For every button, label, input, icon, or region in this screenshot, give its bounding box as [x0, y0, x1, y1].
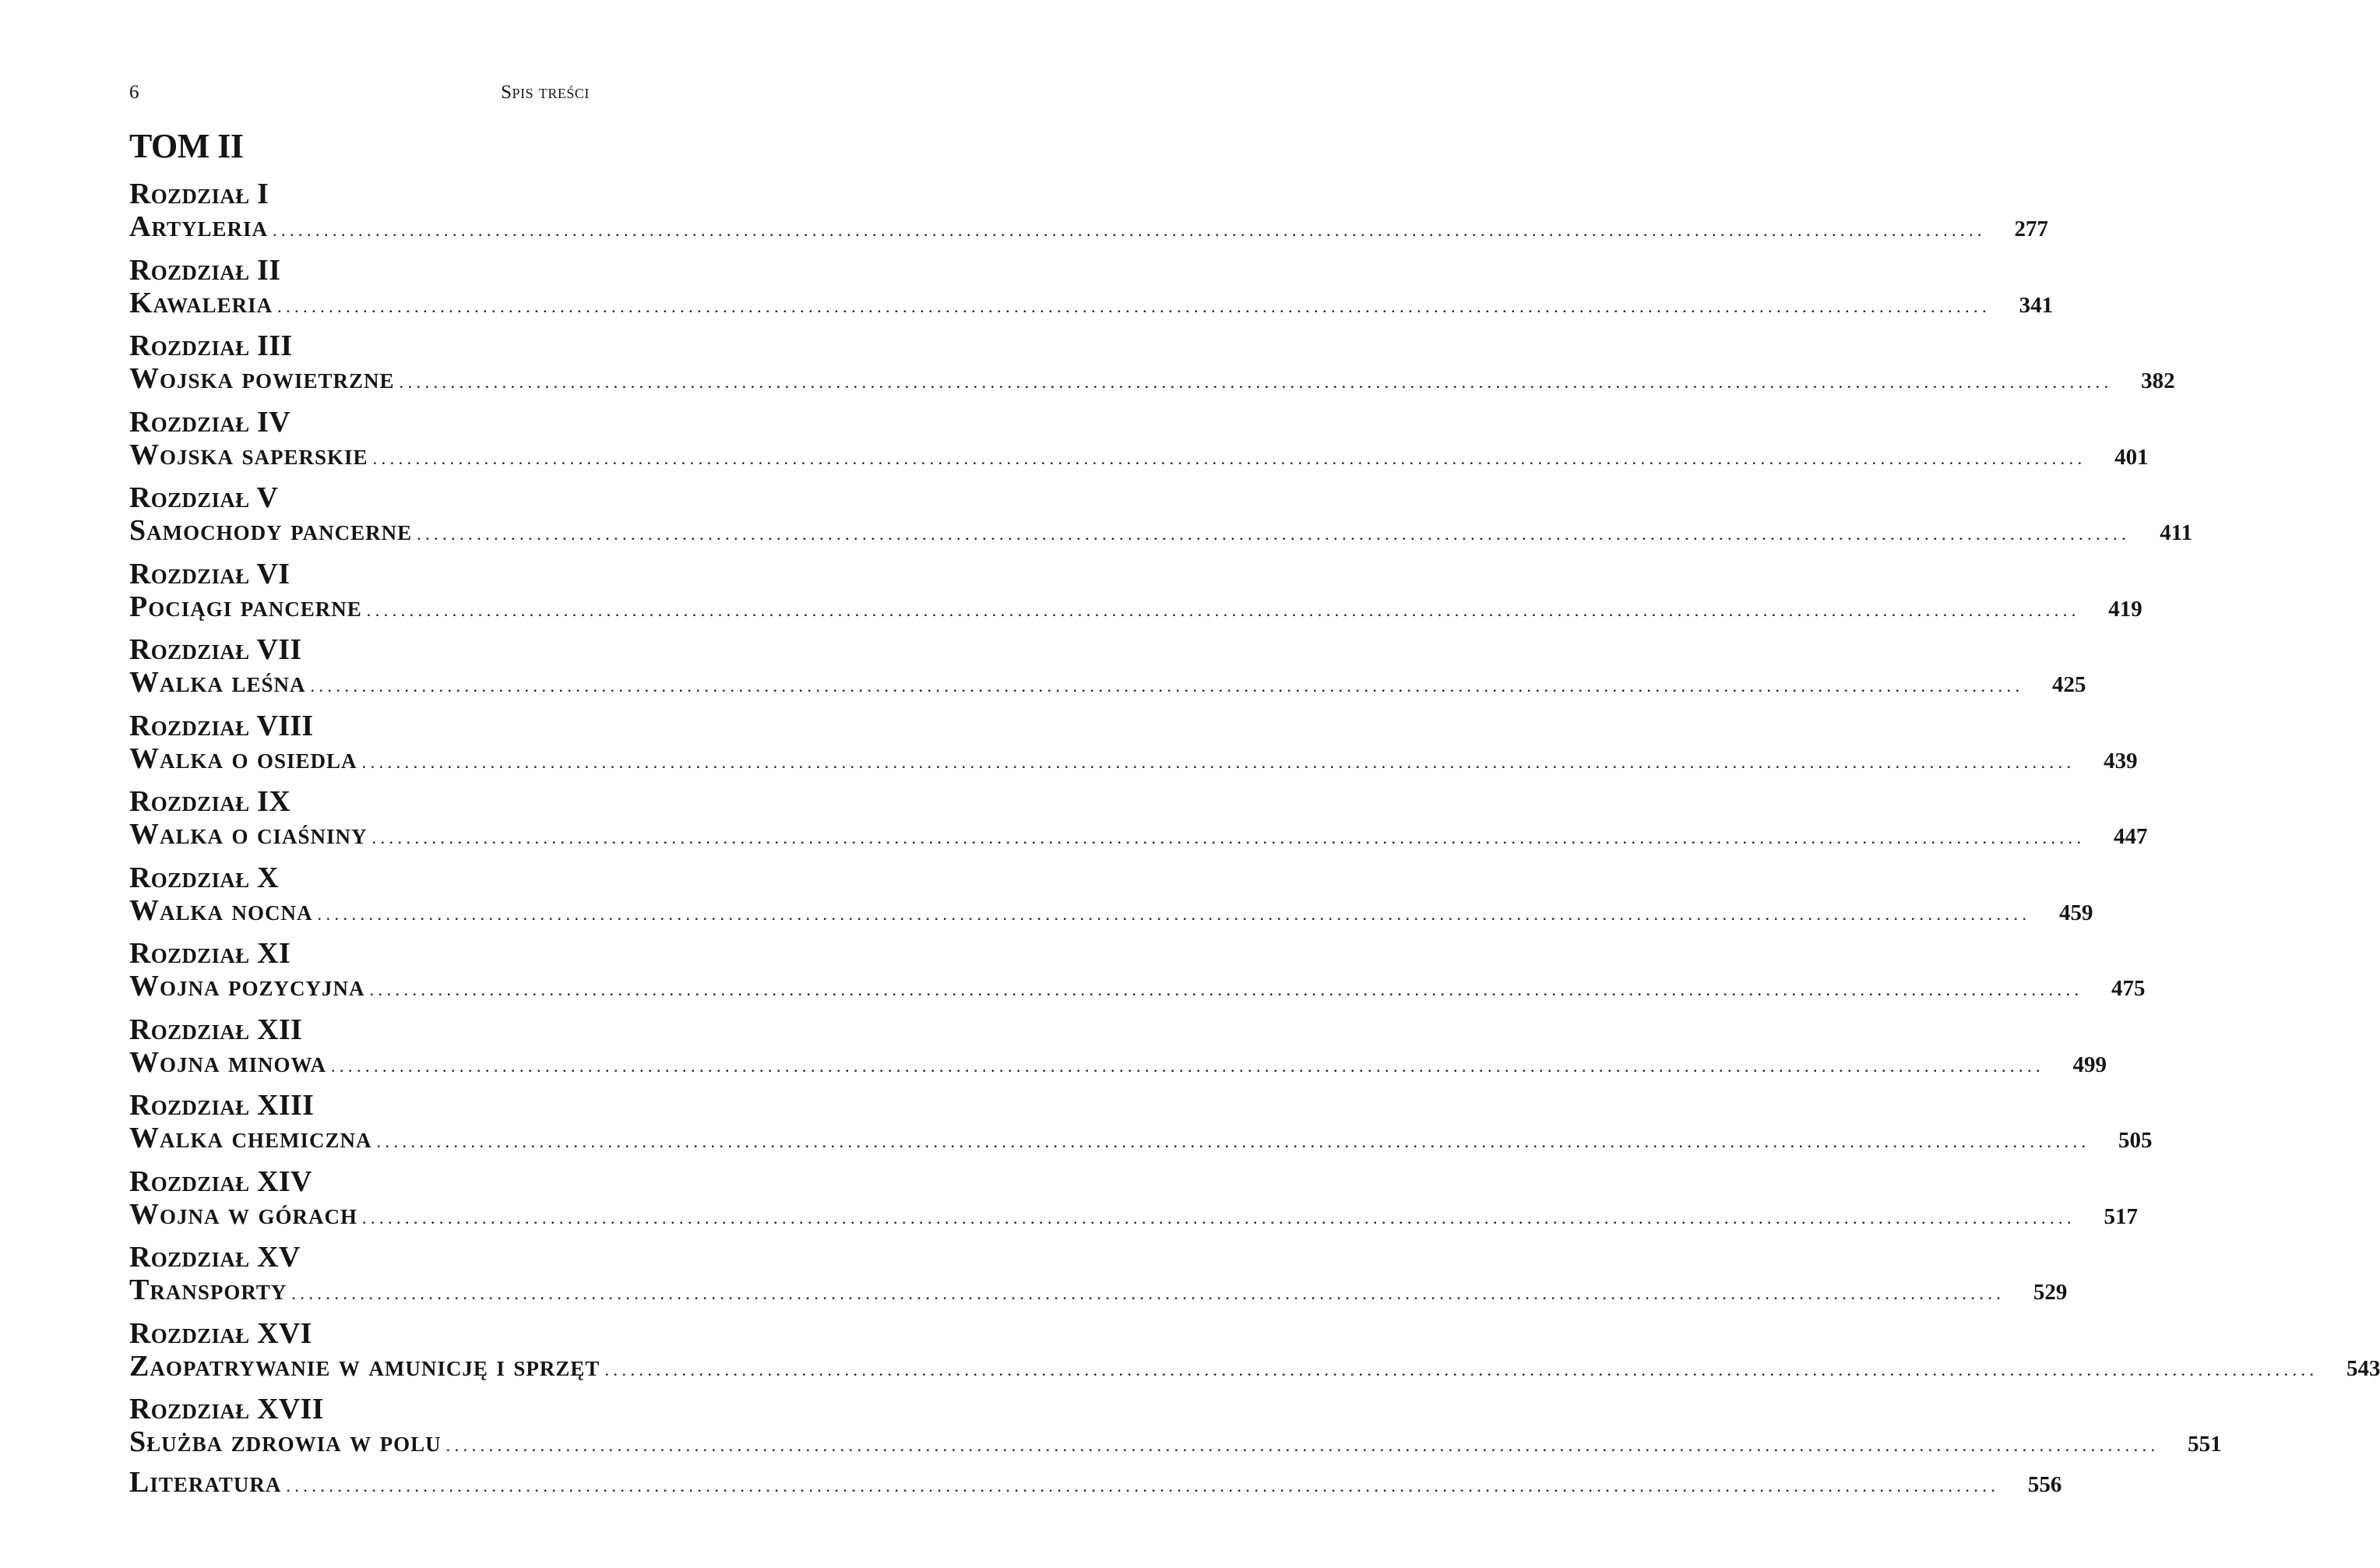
- toc-line: [129, 1274, 2068, 1306]
- chapter-label: Rozdział I: [129, 178, 269, 210]
- chapter-label: Rozdział XI: [129, 937, 291, 970]
- toc-entry[interactable]: [129, 1393, 2222, 1469]
- toc-entry[interactable]: [129, 633, 2086, 710]
- chapter-title: Wojska saperskie: [129, 438, 368, 471]
- toc-line: [129, 514, 2193, 547]
- toc-entry[interactable]: [129, 1316, 2380, 1394]
- volume-title: TOM II: [129, 127, 244, 165]
- dot-leader: ........................................................................................................................................................................................................: [604, 1359, 2318, 1379]
- dot-leader: ........................................................................................................................................................................................................: [417, 524, 2131, 544]
- dot-leader: ........................................................................................................................................................................................................: [372, 448, 2086, 468]
- dot-leader: ........................................................................................................................................................................................................: [399, 372, 2113, 392]
- toc-line: [129, 666, 2086, 699]
- page-ref: 419: [2108, 596, 2142, 622]
- dot-leader: ........................................................................................................................................................................................................: [291, 1284, 2005, 1303]
- toc-entry[interactable]: [129, 253, 2054, 330]
- chapter-label: Rozdział II: [129, 253, 281, 287]
- page-ref: 341: [2019, 292, 2054, 318]
- chapter-title: Zaopatrywanie w amunicję i sprzęt: [129, 1349, 600, 1383]
- page-ref: 505: [2118, 1128, 2153, 1153]
- dot-leader: ........................................................................................................................................................................................................: [366, 600, 2080, 620]
- chapter-label: Rozdział VIII: [129, 709, 314, 742]
- toc-line: [129, 1197, 2138, 1231]
- chapter-title: Wojska powietrzne: [129, 362, 395, 395]
- chapter-title: Pociągi pancerne: [129, 590, 362, 623]
- chapter-title: Walka nocna: [129, 893, 313, 927]
- page-ref: 529: [2033, 1280, 2068, 1305]
- page-ref: 382: [2141, 368, 2175, 393]
- toc-entry[interactable]: [129, 329, 2175, 406]
- chapter-label: Rozdział XVII: [129, 1393, 324, 1425]
- toc-entry[interactable]: [129, 861, 2093, 938]
- dot-leader: ........................................................................................................................................................................................................: [361, 752, 2075, 772]
- chapter-label: Rozdział XII: [129, 1013, 303, 1046]
- page-ref: 459: [2059, 900, 2093, 925]
- chapter-title: Walka o ciaśniny: [129, 818, 368, 851]
- chapter-label: Rozdział VI: [129, 557, 290, 590]
- chapter-title: Kawaleria: [129, 286, 273, 319]
- toc-line: [129, 438, 2149, 471]
- page-ref: 277: [2014, 217, 2049, 241]
- chapter-label: Rozdział V: [129, 481, 279, 514]
- toc-line: [129, 970, 2146, 1002]
- dot-leader: ........................................................................................................................................................................................................: [310, 676, 2024, 696]
- toc-entry[interactable]: [129, 1013, 2107, 1090]
- chapter-label: Rozdział III: [129, 329, 293, 362]
- chapter-title: Wojna minowa: [129, 1045, 326, 1079]
- toc-entry[interactable]: [129, 1241, 2068, 1317]
- dot-leader: ........................................................................................................................................................................................................: [286, 1476, 2000, 1496]
- chapter-label: Rozdział XIV: [129, 1165, 312, 1198]
- dot-leader: ........................................................................................................................................................................................................: [317, 904, 2031, 924]
- dot-leader: ........................................................................................................................................................................................................: [277, 296, 1991, 316]
- page-ref: 551: [2188, 1432, 2222, 1457]
- dot-leader: ........................................................................................................................................................................................................: [445, 1436, 2160, 1455]
- toc-entry[interactable]: [129, 785, 2148, 862]
- toc-entry[interactable]: [129, 481, 2193, 558]
- toc-line: [129, 590, 2142, 623]
- toc-line: [129, 893, 2093, 927]
- toc-entry[interactable]: [129, 1165, 2138, 1242]
- page-ref: 447: [2114, 824, 2148, 849]
- toc-entry[interactable]: [129, 709, 2138, 786]
- page-ref: 543: [2346, 1355, 2380, 1381]
- chapter-title: Artyleria: [129, 210, 269, 243]
- toc-line: [129, 742, 2138, 775]
- dot-leader: ........................................................................................................................................................................................................: [331, 1055, 2044, 1076]
- chapter-label: Rozdział XIII: [129, 1089, 315, 1122]
- toc-line: [129, 286, 2054, 319]
- page-ref: 499: [2072, 1052, 2107, 1077]
- toc-list: [129, 178, 2380, 1469]
- page-ref: 439: [2104, 748, 2138, 773]
- chapter-title: Wojna pozycyjna: [129, 970, 365, 1002]
- toc-line: [129, 1045, 2107, 1079]
- toc-line: [129, 1425, 2222, 1458]
- chapter-label: Rozdział XV: [129, 1241, 301, 1274]
- page-ref: 411: [2160, 520, 2193, 545]
- dot-leader: ........................................................................................................................................................................................................: [371, 828, 2086, 847]
- chapter-title: Transporty: [129, 1274, 287, 1306]
- page-ref: 556: [2027, 1472, 2062, 1497]
- toc-line: [129, 362, 2175, 395]
- page-number: 6: [129, 82, 139, 103]
- toc-line: [129, 818, 2148, 851]
- dot-leader: ........................................................................................................................................................................................................: [362, 1207, 2075, 1228]
- chapter-title: Samochody pancerne: [129, 514, 413, 547]
- toc-entry-literature[interactable]: [129, 1466, 2062, 1499]
- page-ref: 475: [2111, 976, 2146, 1001]
- chapter-label: Rozdział XVI: [129, 1316, 312, 1350]
- toc-line: [129, 1122, 2153, 1154]
- dot-leader: ........................................................................................................................................................................................................: [369, 980, 2083, 999]
- dot-leader: ........................................................................................................................................................................................................: [376, 1132, 2090, 1151]
- dot-leader: ........................................................................................................................................................................................................: [273, 220, 1987, 240]
- page-ref: 425: [2052, 672, 2086, 697]
- toc-entry[interactable]: [129, 557, 2142, 634]
- running-head: Spis treści: [501, 82, 590, 103]
- chapter-label: Rozdział IV: [129, 405, 291, 439]
- toc-entry[interactable]: [129, 937, 2146, 1013]
- toc-line: [129, 1349, 2380, 1383]
- page-ref: 517: [2104, 1203, 2138, 1229]
- chapter-label: Rozdział X: [129, 861, 279, 894]
- chapter-title: Walka chemiczna: [129, 1122, 372, 1154]
- toc-line: [129, 210, 2049, 243]
- chapter-title: Walka o osiedla: [129, 742, 357, 775]
- literature-title: Literatura: [129, 1466, 282, 1499]
- page-ref: 401: [2114, 444, 2149, 470]
- toc-entry[interactable]: [129, 1089, 2153, 1165]
- chapter-label: Rozdział IX: [129, 785, 291, 818]
- chapter-label: Rozdział VII: [129, 633, 302, 666]
- toc-entry[interactable]: [129, 405, 2149, 482]
- toc-line: [129, 1466, 2062, 1499]
- chapter-title: Wojna w górach: [129, 1197, 357, 1231]
- toc-entry[interactable]: [129, 178, 2049, 254]
- chapter-title: Służba zdrowia w polu: [129, 1425, 442, 1458]
- chapter-title: Walka leśna: [129, 666, 306, 699]
